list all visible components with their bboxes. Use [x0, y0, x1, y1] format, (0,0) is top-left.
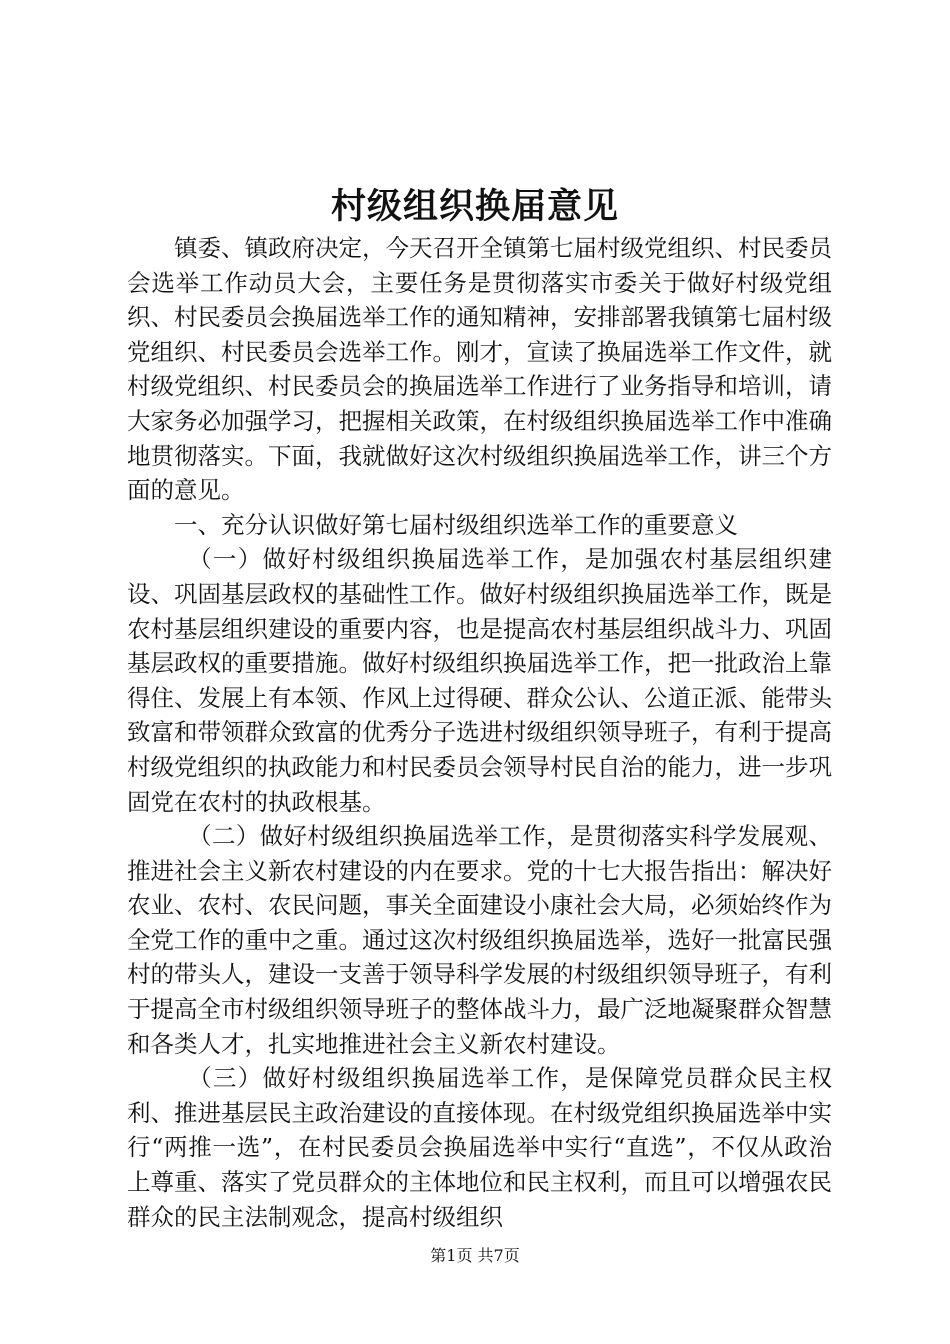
paragraph-point-1: （一）做好村级组织换届选举工作，是加强农村基层组织建设、巩固基层政权的基础性工作。做好村级组织换届选举工作，既是农村基层组织建设的重要内容，也是提高农村基层组织战斗力、巩固基层政权的重要措施。做好村级组织换届选举工作，把一批政治上靠得住、发展上有本领、作风上过得硬、群众公认、公道正派、能带头致富和带领群众致富的优秀分子选进村级组织领导班子，有利于提高村级党组织的执政能力和村民委员会领导村民自治的能力，进一步巩固党在农村的执政根基。: [127, 545, 832, 816]
paragraph-intro: 镇委、镇政府决定，今天召开全镇第七届村级党组织、村民委员会选举工作动员大会，主要任务是贯彻落实市委关于做好村级党组织、村民委员会换届选举工作的通知精神，安排部署我镇第七届村级党组织、村民委员会选举工作。刚才，宣读了换届选举工作文件，就村级党组织、村民委员会的换届选举工作进行了业务指导和培训，请大家务必加强学习，把握相关政策，在村级组织换届选举工作中准确地贯彻落实。下面，我就做好这次村级组织换届选举工作，讲三个方面的意见。: [127, 234, 832, 505]
paragraph-point-2: （二）做好村级组织换届选举工作，是贯彻落实科学发展观、推进社会主义新农村建设的内在要求。党的十七大报告指出：解决好农业、农村、农民问题，事关全面建设小康社会大局，必须始终作为全党工作的重中之重。通过这次村级组织换届选举，选好一批富民强村的带头人，建设一支善于领导科学发展的村级组织领导班子，有利于提高全市村级组织领导班子的整体战斗力，最广泛地凝聚群众智慧和各类人才，扎实地推进社会主义新农村建设。: [127, 822, 832, 1058]
section-heading: 一、充分认识做好第七届村级组织选举工作的重要意义: [174, 510, 738, 539]
document-title: 村级组织换届意见: [330, 186, 619, 227]
paragraph-point-3: （三）做好村级组织换届选举工作，是保障党员群众民主权利、推进基层民主政治建设的直接体现。在村级党组织换届选举中实行“两推一选”，在村民委员会换届选举中实行“直选”，不仅从政治上尊重、落实了党员群众的主体地位和民主权利，而且可以增强农民群众的民主法制观念，提高村级组织: [127, 1064, 832, 1231]
page-number-footer: 第1页 共7页: [430, 1246, 520, 1265]
document-body: [127, 231, 832, 1234]
